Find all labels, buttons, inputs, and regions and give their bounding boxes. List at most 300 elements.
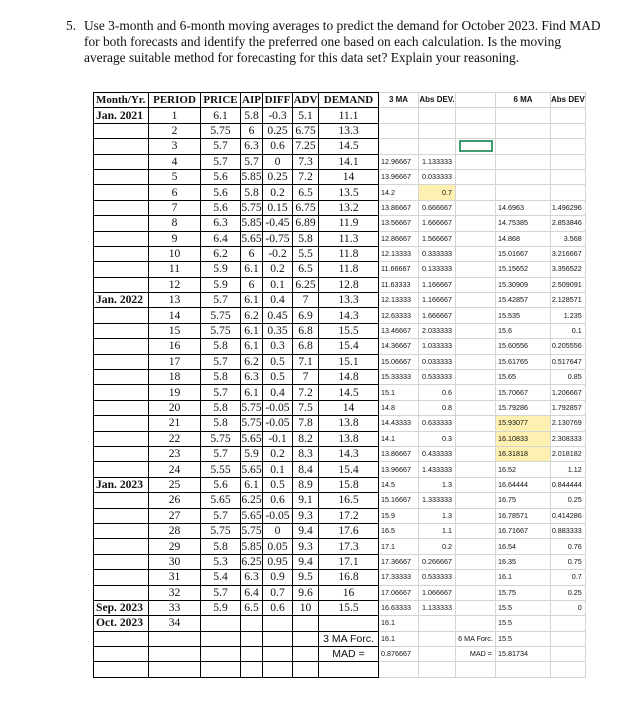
cell-adv[interactable]: 5.1 <box>293 108 319 123</box>
cell-ma6[interactable]: 14.75385 <box>496 216 551 231</box>
cell-price[interactable]: 5.7 <box>201 385 241 400</box>
cell-demand[interactable]: 14.1 <box>319 154 379 169</box>
cell-diff[interactable]: 0.2 <box>263 262 293 277</box>
cell-period[interactable]: 30 <box>149 554 201 569</box>
cell-month[interactable] <box>94 339 149 354</box>
cell-dev3[interactable]: 1.333333 <box>419 493 456 508</box>
cell-aip[interactable]: 6.3 <box>241 570 263 585</box>
ma3-mad-value[interactable]: 0.876667 <box>379 647 419 662</box>
cell-month[interactable] <box>94 523 149 538</box>
cell-demand[interactable]: 11.3 <box>319 231 379 246</box>
cell-price[interactable]: 5.6 <box>201 169 241 184</box>
cell-empty[interactable] <box>419 662 456 677</box>
cell-adv[interactable]: 6.8 <box>293 323 319 338</box>
cell-dev6[interactable]: 2.853846 <box>551 216 586 231</box>
cell-dev3[interactable]: 1.1 <box>419 523 456 538</box>
cell-demand[interactable]: 14.8 <box>319 370 379 385</box>
cell-aip[interactable]: 6.25 <box>241 554 262 568</box>
cell-blank[interactable] <box>456 323 496 338</box>
cell-period[interactable]: 8 <box>149 216 201 231</box>
cell-ma3[interactable]: 12.63333 <box>379 308 419 323</box>
cell-aip[interactable]: 5.65 <box>241 431 262 445</box>
cell-blank[interactable] <box>456 169 496 184</box>
cell-dev6[interactable]: 3.356522 <box>551 262 586 277</box>
cell-price[interactable]: 5.7 <box>201 446 241 461</box>
cell-diff[interactable]: 0.95 <box>263 554 293 569</box>
cell-adv[interactable]: 9.4 <box>293 523 319 538</box>
header-blank[interactable] <box>456 93 496 108</box>
cell-ma6[interactable]: 15.75 <box>496 585 551 600</box>
cell-month[interactable] <box>94 370 149 385</box>
cell-aip[interactable]: 5.65 <box>241 231 262 245</box>
cell-diff[interactable]: 0.5 <box>263 477 293 492</box>
cell-ma6[interactable] <box>496 169 551 184</box>
cell-blank[interactable] <box>456 154 496 169</box>
cell-month[interactable] <box>94 139 149 154</box>
cell-period[interactable]: 28 <box>149 523 201 538</box>
cell-price[interactable]: 5.6 <box>201 200 241 215</box>
cell-period[interactable]: 13 <box>149 293 201 308</box>
cell-month[interactable] <box>94 508 149 523</box>
cell-diff[interactable]: -0.3 <box>263 108 293 123</box>
cell-blank[interactable] <box>456 508 496 523</box>
cell-dev3[interactable]: 1.133333 <box>419 600 456 615</box>
cell-ma3[interactable]: 15.16667 <box>379 493 419 508</box>
cell-dev6[interactable]: 3.568 <box>551 231 586 246</box>
cell-empty[interactable] <box>94 647 149 662</box>
cell-blank[interactable] <box>456 339 496 354</box>
cell-demand[interactable]: 13.8 <box>319 416 379 431</box>
cell-period[interactable]: 7 <box>149 200 201 215</box>
cell-demand[interactable]: 16 <box>319 585 379 600</box>
cell-aip[interactable]: 5.75 <box>241 401 262 414</box>
cell-adv[interactable]: 8.4 <box>293 462 319 477</box>
cell-dev6[interactable] <box>551 154 586 169</box>
cell-dev6[interactable]: 2.018182 <box>551 446 586 461</box>
cell-diff[interactable]: 0.9 <box>263 570 293 585</box>
cell-empty[interactable] <box>551 631 586 646</box>
cell-period[interactable]: 12 <box>149 277 201 292</box>
cell-ma3[interactable]: 13.86667 <box>379 446 419 461</box>
cell-blank[interactable] <box>456 139 496 154</box>
ma3-mad-label[interactable]: MAD = <box>319 647 379 662</box>
cell-demand[interactable]: 14.3 <box>319 308 379 323</box>
cell-aip[interactable]: 6 <box>241 277 263 292</box>
cell-empty[interactable] <box>551 647 586 662</box>
cell-month[interactable] <box>94 416 149 431</box>
cell-dev3[interactable]: 0.533333 <box>419 370 456 385</box>
cell-empty[interactable] <box>419 647 456 662</box>
cell-adv[interactable]: 9.3 <box>293 508 319 523</box>
cell-period[interactable]: 31 <box>149 570 201 585</box>
cell-demand[interactable]: 11.8 <box>319 262 379 277</box>
cell-price[interactable]: 5.3 <box>201 554 241 569</box>
header-adv[interactable]: ADV <box>293 94 318 107</box>
cell-demand[interactable]: 12.8 <box>319 277 379 292</box>
cell-dev3[interactable]: 1.666667 <box>419 308 456 323</box>
cell-ma3[interactable]: 17.1 <box>379 539 419 554</box>
cell-period[interactable]: 1 <box>149 108 201 123</box>
cell-demand[interactable]: 15.8 <box>319 477 379 492</box>
cell-month[interactable] <box>94 400 149 415</box>
cell-dev3[interactable] <box>419 139 456 154</box>
cell-price[interactable]: 5.7 <box>201 154 241 169</box>
cell-demand[interactable]: 15.4 <box>319 339 379 354</box>
cell-ma3[interactable]: 15.9 <box>379 508 419 523</box>
cell-ma3[interactable]: 14.36667 <box>379 339 419 354</box>
cell-demand[interactable]: 16.5 <box>319 493 379 508</box>
cell-empty[interactable] <box>149 647 201 662</box>
cell-month[interactable] <box>94 277 149 292</box>
cell-month[interactable] <box>94 354 149 369</box>
cell-blank[interactable] <box>456 493 496 508</box>
cell-diff[interactable]: 0 <box>263 154 293 169</box>
cell-price[interactable]: 5.8 <box>201 539 241 554</box>
cell-dev3[interactable]: 0.533333 <box>419 570 456 585</box>
cell-month[interactable] <box>94 200 149 215</box>
cell-price[interactable]: 5.65 <box>201 493 241 508</box>
cell-dev3[interactable]: 0.266667 <box>419 554 456 569</box>
cell-aip[interactable]: 5.65 <box>241 508 262 522</box>
cell-aip[interactable]: 5.75 <box>241 200 262 214</box>
cell-aip[interactable]: 6.25 <box>241 493 262 507</box>
cell-period[interactable]: 21 <box>149 416 201 431</box>
cell-period[interactable]: 6 <box>149 185 201 200</box>
cell-aip[interactable] <box>241 616 263 631</box>
cell-period[interactable]: 32 <box>149 585 201 600</box>
cell-adv[interactable]: 6.89 <box>293 216 319 231</box>
cell-dev6[interactable]: 2.128571 <box>551 293 586 308</box>
cell-price[interactable]: 5.75 <box>201 123 241 138</box>
cell-dev6[interactable]: 0.883333 <box>551 523 586 538</box>
cell-ma6[interactable]: 15.70667 <box>496 385 551 400</box>
cell-empty[interactable] <box>319 662 379 677</box>
cell-aip[interactable]: 6 <box>241 123 263 138</box>
cell-blank[interactable] <box>456 354 496 369</box>
cell-adv[interactable] <box>293 616 319 631</box>
cell-ma3[interactable]: 16.5 <box>379 523 419 538</box>
cell-demand[interactable]: 14 <box>319 400 379 415</box>
cell-adv[interactable]: 7.1 <box>293 354 319 369</box>
cell-dev3[interactable]: 1.3 <box>419 508 456 523</box>
cell-dev6[interactable]: 0 <box>551 600 586 615</box>
cell-aip[interactable]: 6.4 <box>241 585 263 600</box>
cell-price[interactable]: 5.7 <box>201 585 241 600</box>
cell-empty[interactable] <box>379 662 419 677</box>
cell-dev6[interactable] <box>551 616 586 631</box>
cell-aip[interactable]: 6.1 <box>241 323 263 338</box>
cell-diff[interactable]: 0.45 <box>263 308 293 323</box>
cell-ma6[interactable] <box>496 108 551 123</box>
cell-aip[interactable]: 6.2 <box>241 308 263 323</box>
header-price[interactable]: PRICE <box>201 93 241 108</box>
cell-ma6[interactable]: 15.6 <box>496 323 551 338</box>
cell-diff[interactable]: 0.6 <box>263 493 293 508</box>
cell-dev3[interactable]: 2.033333 <box>419 323 456 338</box>
cell-ma3[interactable]: 16.1 <box>379 616 419 631</box>
cell-diff[interactable]: 0.5 <box>263 354 293 369</box>
cell-dev6[interactable] <box>551 108 586 123</box>
cell-price[interactable]: 6.2 <box>201 246 241 261</box>
cell-empty[interactable] <box>456 662 496 677</box>
cell-ma3[interactable]: 12.13333 <box>379 293 419 308</box>
cell-ma6[interactable]: 16.35 <box>496 554 551 569</box>
cell-period[interactable]: 3 <box>149 139 201 154</box>
cell-diff[interactable]: 0.7 <box>263 585 293 600</box>
cell-dev3[interactable]: 0.133333 <box>419 262 456 277</box>
cell-ma3[interactable]: 14.2 <box>379 185 419 200</box>
cell-blank[interactable] <box>456 108 496 123</box>
cell-ma3[interactable]: 15.06667 <box>379 354 419 369</box>
cell-dev3[interactable]: 0.433333 <box>419 446 456 461</box>
cell-adv[interactable]: 9.5 <box>293 570 319 585</box>
cell-ma3[interactable] <box>379 123 419 138</box>
cell-month[interactable] <box>94 169 149 184</box>
cell-ma3[interactable]: 12.13333 <box>379 246 419 261</box>
cell-empty[interactable] <box>263 631 293 646</box>
cell-blank[interactable] <box>456 585 496 600</box>
cell-ma6[interactable] <box>496 123 551 138</box>
cell-blank[interactable] <box>456 431 496 446</box>
cell-diff[interactable]: 0.6 <box>263 600 293 615</box>
cell-ma3[interactable]: 14.1 <box>379 431 419 446</box>
cell-demand[interactable]: 13.5 <box>319 185 379 200</box>
cell-period[interactable]: 14 <box>149 308 201 323</box>
cell-ma3[interactable]: 13.86667 <box>379 200 419 215</box>
cell-price[interactable]: 5.9 <box>201 600 241 615</box>
cell-empty[interactable] <box>201 647 241 662</box>
cell-aip[interactable]: 6 <box>241 246 263 261</box>
cell-price[interactable]: 5.9 <box>201 262 241 277</box>
cell-adv[interactable]: 6.8 <box>293 339 319 354</box>
cell-price[interactable] <box>201 616 241 631</box>
cell-aip[interactable]: 5.85 <box>241 539 262 553</box>
cell-adv[interactable]: 6.75 <box>293 200 319 215</box>
cell-empty[interactable] <box>241 631 263 646</box>
cell-period[interactable]: 18 <box>149 370 201 385</box>
cell-month[interactable] <box>94 385 149 400</box>
cell-demand[interactable]: 17.3 <box>319 539 379 554</box>
cell-ma6[interactable]: 15.5 <box>496 600 551 615</box>
cell-empty[interactable] <box>149 631 201 646</box>
cell-month[interactable] <box>94 446 149 461</box>
cell-adv[interactable]: 8.3 <box>293 446 319 461</box>
cell-aip[interactable]: 5.8 <box>241 108 263 123</box>
cell-period[interactable]: 19 <box>149 385 201 400</box>
cell-dev6[interactable]: 2.130769 <box>551 416 586 431</box>
cell-period[interactable]: 17 <box>149 354 201 369</box>
cell-ma6[interactable]: 15.65 <box>496 370 551 385</box>
cell-empty[interactable] <box>94 631 149 646</box>
cell-empty[interactable] <box>201 662 241 677</box>
cell-dev6[interactable]: 0.517647 <box>551 354 586 369</box>
cell-adv[interactable]: 9.1 <box>293 493 319 508</box>
cell-dev6[interactable]: 1.206667 <box>551 385 586 400</box>
cell-price[interactable]: 5.8 <box>201 370 241 385</box>
cell-diff[interactable]: 0.6 <box>263 139 293 154</box>
cell-adv[interactable]: 7.2 <box>293 169 319 184</box>
cell-price[interactable]: 6.1 <box>201 108 241 123</box>
cell-ma3[interactable]: 11.63333 <box>379 277 419 292</box>
cell-period[interactable]: 5 <box>149 169 201 184</box>
cell-dev3[interactable] <box>419 108 456 123</box>
cell-month[interactable] <box>94 262 149 277</box>
cell-demand[interactable]: 13.3 <box>319 293 379 308</box>
cell-month[interactable] <box>94 154 149 169</box>
cell-demand[interactable]: 17.2 <box>319 508 379 523</box>
cell-empty[interactable] <box>94 662 149 677</box>
cell-price[interactable]: 5.4 <box>201 570 241 585</box>
cell-empty[interactable] <box>419 631 456 646</box>
cell-empty[interactable] <box>201 631 241 646</box>
cell-ma6[interactable]: 15.01667 <box>496 246 551 261</box>
cell-demand[interactable]: 16.8 <box>319 570 379 585</box>
ma3-forecast-value[interactable]: 16.1 <box>379 631 419 646</box>
cell-ma3[interactable]: 17.06667 <box>379 585 419 600</box>
cell-dev3[interactable]: 0.8 <box>419 400 456 415</box>
cell-ma6[interactable] <box>496 139 551 154</box>
cell-dev3[interactable]: 0.7 <box>419 185 456 200</box>
cell-dev3[interactable]: 0.033333 <box>419 169 456 184</box>
cell-month[interactable]: Sep. 2023 <box>94 600 149 615</box>
ma6-forecast-label[interactable]: 6 MA Forc. <box>456 631 496 646</box>
cell-aip[interactable]: 5.85 <box>241 170 262 184</box>
cell-period[interactable]: 4 <box>149 154 201 169</box>
cell-dev3[interactable]: 0.3 <box>419 431 456 446</box>
cell-price[interactable]: 5.75 <box>201 308 241 323</box>
cell-dev3[interactable]: 1.666667 <box>419 216 456 231</box>
cell-ma6[interactable]: 16.52 <box>496 462 551 477</box>
cell-ma6[interactable]: 16.78571 <box>496 508 551 523</box>
cell-adv[interactable]: 7.2 <box>293 385 319 400</box>
cell-dev6[interactable]: 2.308333 <box>551 431 586 446</box>
cell-dev6[interactable]: 3.216667 <box>551 246 586 261</box>
cell-ma6[interactable]: 14.6963 <box>496 200 551 215</box>
cell-dev3[interactable]: 1.133333 <box>419 154 456 169</box>
cell-aip[interactable]: 5.8 <box>241 185 263 200</box>
cell-diff[interactable]: 0.3 <box>263 339 293 354</box>
cell-demand[interactable]: 14 <box>319 169 379 184</box>
cell-diff[interactable]: -0.75 <box>263 231 293 246</box>
cell-dev3[interactable]: 0.2 <box>419 539 456 554</box>
cell-adv[interactable]: 7.3 <box>293 154 319 169</box>
cell-adv[interactable]: 6.5 <box>293 185 319 200</box>
cell-dev6[interactable]: 0.85 <box>551 370 586 385</box>
cell-blank[interactable] <box>456 216 496 231</box>
cell-demand[interactable]: 14.5 <box>319 385 379 400</box>
cell-period[interactable]: 33 <box>149 600 201 615</box>
cell-dev6[interactable] <box>551 169 586 184</box>
cell-adv[interactable]: 6.5 <box>293 262 319 277</box>
cell-empty[interactable] <box>293 647 319 662</box>
cell-dev3[interactable]: 1.033333 <box>419 339 456 354</box>
cell-dev3[interactable]: 0.6 <box>419 385 456 400</box>
cell-demand[interactable]: 11.8 <box>319 246 379 261</box>
cell-dev6[interactable] <box>551 139 586 154</box>
cell-period[interactable]: 29 <box>149 539 201 554</box>
cell-adv[interactable]: 7.5 <box>293 400 319 415</box>
cell-diff[interactable]: -0.05 <box>263 416 293 431</box>
cell-aip[interactable]: 6.1 <box>241 477 263 492</box>
cell-ma3[interactable] <box>379 139 419 154</box>
cell-aip[interactable]: 6.1 <box>241 339 263 354</box>
cell-ma3[interactable]: 13.96667 <box>379 169 419 184</box>
cell-dev3[interactable]: 0.033333 <box>419 354 456 369</box>
cell-diff[interactable]: 0.4 <box>263 385 293 400</box>
cell-ma6[interactable]: 16.10833 <box>496 431 551 446</box>
cell-diff[interactable]: -0.05 <box>263 508 293 523</box>
cell-aip[interactable]: 6.3 <box>241 370 263 385</box>
cell-ma3[interactable]: 13.56667 <box>379 216 419 231</box>
cell-ma3[interactable]: 16.63333 <box>379 600 419 615</box>
cell-blank[interactable] <box>456 370 496 385</box>
cell-aip[interactable]: 6.1 <box>241 293 263 308</box>
cell-blank[interactable] <box>456 200 496 215</box>
header-period[interactable]: PERIOD <box>149 93 201 108</box>
cell-dev6[interactable]: 0.7 <box>551 570 586 585</box>
cell-period[interactable]: 23 <box>149 446 201 461</box>
cell-period[interactable]: 20 <box>149 400 201 415</box>
cell-demand[interactable]: 15.5 <box>319 323 379 338</box>
cell-demand[interactable]: 15.4 <box>319 462 379 477</box>
cell-empty[interactable] <box>263 647 293 662</box>
cell-ma3[interactable]: 12.86667 <box>379 231 419 246</box>
cell-adv[interactable]: 9.4 <box>293 554 319 569</box>
cell-demand[interactable]: 13.3 <box>319 123 379 138</box>
cell-blank[interactable] <box>456 246 496 261</box>
cell-ma6[interactable]: 15.30909 <box>496 277 551 292</box>
cell-price[interactable]: 5.6 <box>201 185 241 200</box>
cell-dev6[interactable]: 1.12 <box>551 462 586 477</box>
cell-demand[interactable]: 17.6 <box>319 523 379 538</box>
cell-month[interactable] <box>94 246 149 261</box>
cell-ma3[interactable]: 13.96667 <box>379 462 419 477</box>
cell-empty[interactable] <box>293 662 319 677</box>
cell-ma6[interactable]: 15.5 <box>496 616 551 631</box>
cell-blank[interactable] <box>456 477 496 492</box>
cell-dev3[interactable]: 0.666667 <box>419 200 456 215</box>
cell-price[interactable]: 5.75 <box>201 431 241 446</box>
cell-blank[interactable] <box>456 616 496 631</box>
cell-dev6[interactable]: 1.235 <box>551 308 586 323</box>
cell-diff[interactable]: 0.2 <box>263 185 293 200</box>
cell-blank[interactable] <box>456 600 496 615</box>
cell-demand[interactable] <box>319 616 379 631</box>
cell-adv[interactable]: 8.2 <box>293 431 319 446</box>
header-ma3[interactable]: 3 MA <box>379 93 419 108</box>
cell-ma3[interactable]: 12.96667 <box>379 154 419 169</box>
cell-adv[interactable]: 9.3 <box>293 539 319 554</box>
cell-empty[interactable] <box>149 662 201 677</box>
cell-aip[interactable]: 5.85 <box>241 216 262 230</box>
cell-month[interactable]: Jan. 2023 <box>94 477 149 492</box>
cell-blank[interactable] <box>456 308 496 323</box>
header-month[interactable]: Month/Yr. <box>94 93 149 108</box>
cell-dev6[interactable]: 1.496296 <box>551 200 586 215</box>
header-demand[interactable]: DEMAND <box>319 93 379 108</box>
cell-price[interactable]: 5.75 <box>201 523 241 538</box>
cell-blank[interactable] <box>456 277 496 292</box>
cell-diff[interactable]: 0.35 <box>263 323 293 338</box>
cell-aip[interactable]: 6.5 <box>241 600 263 615</box>
cell-dev3[interactable]: 0.333333 <box>419 246 456 261</box>
cell-month[interactable] <box>94 539 149 554</box>
cell-empty[interactable] <box>293 631 319 646</box>
cell-demand[interactable]: 11.1 <box>319 108 379 123</box>
header-aip[interactable]: AIP <box>242 94 261 107</box>
cell-adv[interactable]: 6.9 <box>293 308 319 323</box>
cell-dev6[interactable]: 0.414286 <box>551 508 586 523</box>
